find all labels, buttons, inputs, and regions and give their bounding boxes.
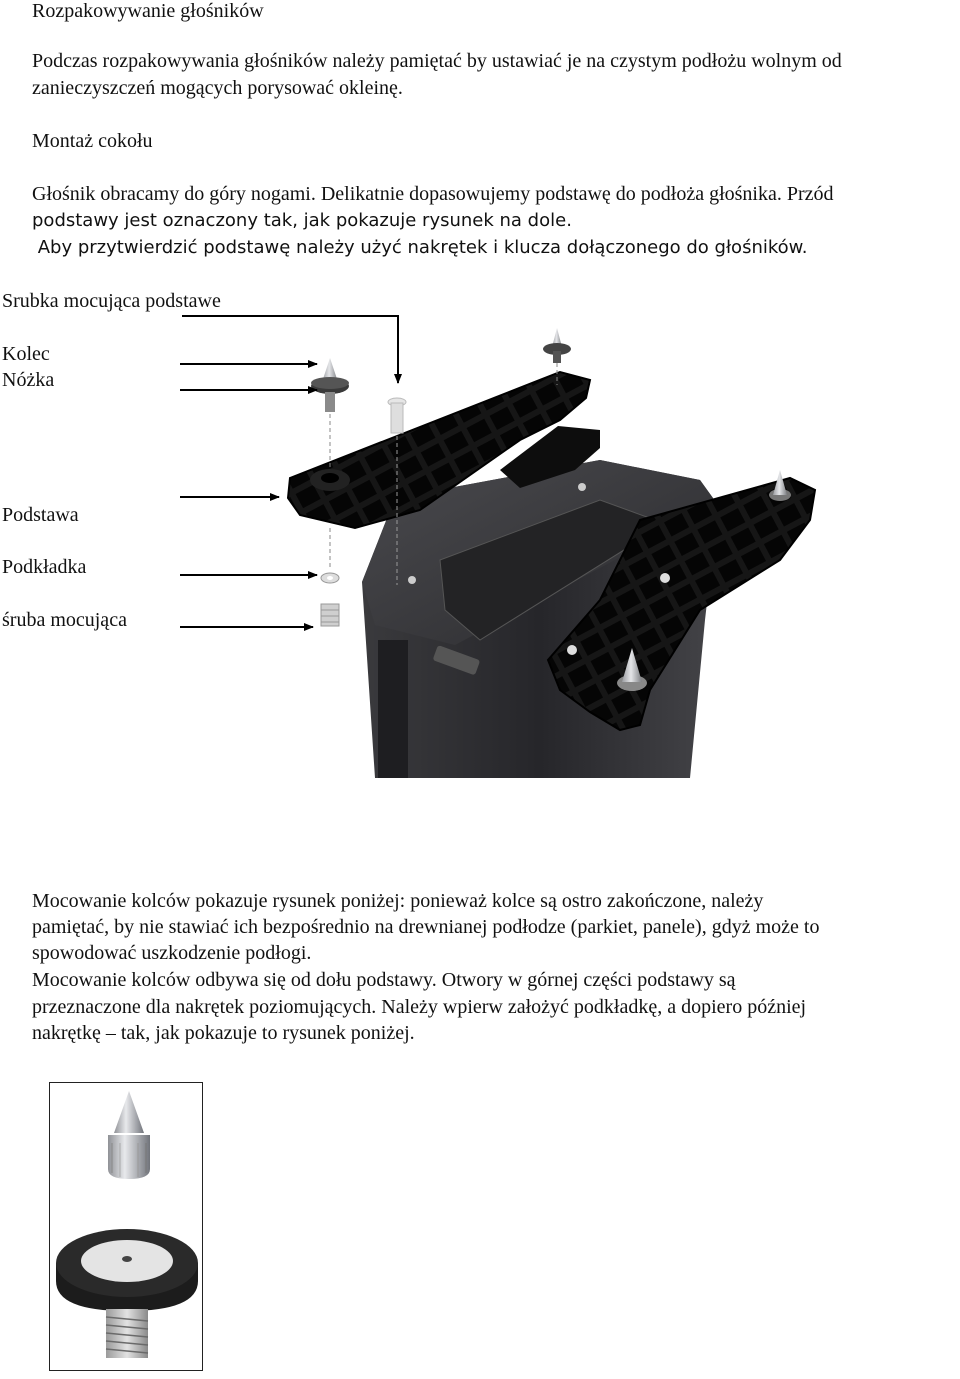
exploded-washer	[321, 528, 339, 583]
label-washer: Podkładka	[2, 556, 87, 578]
label-foot: Nóżka	[2, 369, 55, 391]
label-screw: śruba mocująca	[2, 609, 127, 631]
spikes-text-line-2: pamiętać, by nie stawiać ich bezpośrednio na drewnianej podłodze (parkiet, panele), gdyż może to	[32, 916, 820, 938]
heading-unpacking: Rozpakowywanie głośników	[32, 0, 264, 22]
spikes-text-line-5: przeznaczone dla nakrętek poziomujących. Należy wpierw założyć podkładkę, a dopiero później	[32, 996, 807, 1018]
spikes-text-line-4: Mocowanie kolców odbywa się od dołu podstawy. Otwory w górnej części podstawy są	[32, 969, 736, 991]
spikes-text-line-1: Mocowanie kolców pokazuje rysunek poniżej: ponieważ kolce są ostro zakończone, należy	[32, 890, 764, 912]
plinth-text-line-2: podstawy jest oznaczony tak, jak pokazuje rysunek na dole.	[32, 210, 572, 231]
heading-plinth-mounting: Montaż cokołu	[32, 130, 153, 152]
label-base: Podstawa	[2, 504, 79, 526]
exploded-spike-and-foot	[311, 358, 349, 470]
exploded-screw	[321, 604, 339, 626]
spikes-text-line-6: nakrętkę – tak, jak pokazuje to rysunek poniżej.	[32, 1022, 415, 1044]
spikes-text-line-3: spowodować uszkodzenie podłogi.	[32, 942, 312, 964]
spike-icon	[108, 1091, 150, 1179]
spike-foot-illustration	[50, 1083, 203, 1371]
plinth-text-line-1: Głośnik obracamy do góry nogami. Delikatnie dopasowujemy podstawę do podłoża głośnika. Przód	[32, 183, 834, 205]
label-bolt: Srubka mocująca podstawe	[2, 290, 221, 312]
foot-icon	[56, 1229, 198, 1358]
plinth-text-line-3: Aby przytwierdzić podstawę należy użyć nakrętek i klucza dołączonego do głośników.	[32, 237, 808, 258]
unpacking-text: Podczas rozpakowywania głośników należy pamiętać by ustawiać je na czystym podłożu wolnym od zanieczyszczeń mogących porysować okleinę.	[32, 50, 842, 99]
spike-foot-figure	[49, 1082, 203, 1371]
label-spike: Kolec	[2, 343, 50, 365]
